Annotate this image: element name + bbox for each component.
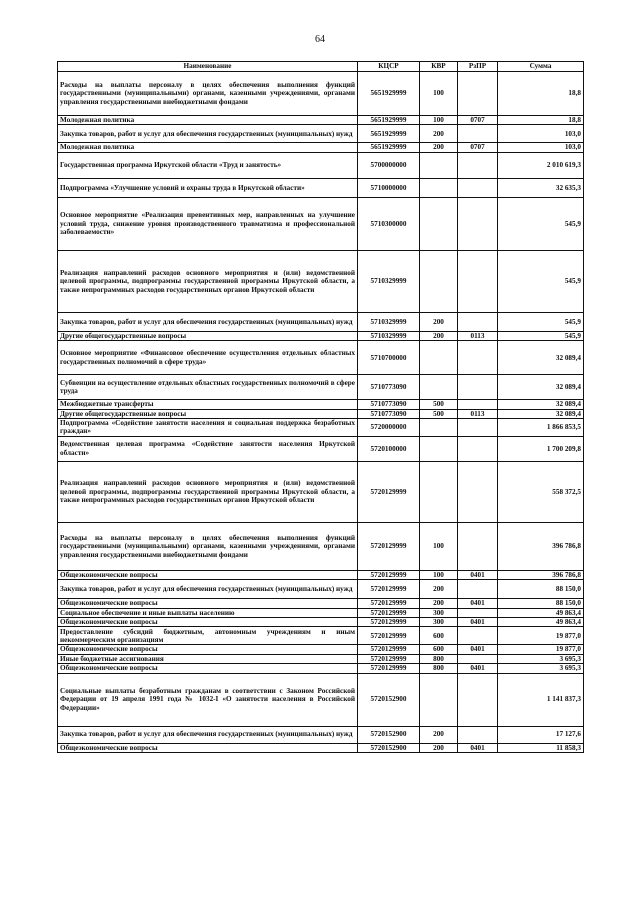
cell-kvr: 600 [420, 645, 458, 654]
cell-kvr [420, 197, 458, 250]
cell-kcsr: 5710700000 [358, 341, 420, 375]
cell-name: Общеэкономические вопросы [58, 599, 358, 608]
cell-sum: 18,8 [498, 72, 584, 116]
cell-rzpr [458, 522, 498, 570]
cell-kcsr: 5720129999 [358, 664, 420, 673]
cell-sum: 1 141 837,3 [498, 673, 584, 726]
cell-kvr: 600 [420, 627, 458, 645]
cell-name: Закупка товаров, работ и услуг для обеспечения государственных (муниципальных) нужд [58, 125, 358, 143]
cell-name: Иные бюджетные ассигнования [58, 654, 358, 663]
cell-kvr: 100 [420, 72, 458, 116]
cell-sum: 18,8 [498, 116, 584, 125]
cell-sum: 545,9 [498, 250, 584, 312]
cell-rzpr: 0707 [458, 116, 498, 125]
cell-kcsr: 5710000000 [358, 178, 420, 197]
cell-name: Государственная программа Иркутской области «Труд и занятость» [58, 152, 358, 178]
cell-kvr [420, 673, 458, 726]
cell-sum: 396 786,8 [498, 522, 584, 570]
table-row [58, 608, 584, 617]
table-row [58, 743, 584, 752]
cell-kvr [420, 250, 458, 312]
cell-kcsr: 5720129999 [358, 654, 420, 663]
cell-kcsr: 5710773090 [358, 409, 420, 418]
cell-name: Закупка товаров, работ и услуг для обеспечения государственных (муниципальных) нужд [58, 580, 358, 599]
cell-rzpr: 0401 [458, 743, 498, 752]
cell-rzpr [458, 726, 498, 743]
cell-name: Основное мероприятие «Реализация превентивных мер, направленных на улучшение условий труда, снижение уровня производственного травматизма и профессиональной заболеваемости» [58, 197, 358, 250]
cell-name: Ведомственная целевая программа «Содействие занятости населения Иркутской области» [58, 436, 358, 461]
table-row [58, 143, 584, 152]
cell-rzpr [458, 673, 498, 726]
cell-name: Социальное обеспечение и иные выплаты населению [58, 608, 358, 617]
cell-name: Общеэкономические вопросы [58, 570, 358, 579]
header-name: Наименование [58, 62, 358, 72]
cell-sum: 32 089,4 [498, 400, 584, 409]
page-number: 64 [315, 34, 325, 45]
cell-kcsr: 5651929999 [358, 125, 420, 143]
table-row [58, 627, 584, 645]
table-row [58, 461, 584, 522]
table-row [58, 409, 584, 418]
table-row [58, 599, 584, 608]
cell-sum: 88 150,0 [498, 599, 584, 608]
cell-kcsr: 5720152900 [358, 673, 420, 726]
cell-name: Основное мероприятие «Финансовое обеспечение осуществления отдельных областных государственных полномочий в сфере труда» [58, 341, 358, 375]
cell-sum: 49 863,4 [498, 618, 584, 627]
cell-sum: 17 127,6 [498, 726, 584, 743]
table-body [58, 72, 584, 753]
cell-kvr: 200 [420, 312, 458, 331]
table-row [58, 72, 584, 116]
cell-name: Молодежная политика [58, 116, 358, 125]
cell-sum: 558 372,5 [498, 461, 584, 522]
cell-kvr: 200 [420, 726, 458, 743]
table-row [58, 522, 584, 570]
table-row [58, 341, 584, 375]
cell-rzpr [458, 580, 498, 599]
cell-sum: 32 089,4 [498, 375, 584, 400]
cell-kcsr: 5720129999 [358, 599, 420, 608]
table-row [58, 400, 584, 409]
cell-rzpr [458, 341, 498, 375]
cell-kcsr: 5720152900 [358, 726, 420, 743]
table-row [58, 116, 584, 125]
cell-kvr [420, 375, 458, 400]
cell-kvr: 300 [420, 618, 458, 627]
cell-rzpr: 0707 [458, 143, 498, 152]
table-row [58, 673, 584, 726]
cell-rzpr [458, 178, 498, 197]
cell-rzpr [458, 654, 498, 663]
cell-kcsr: 5710329999 [358, 312, 420, 331]
cell-sum: 103,0 [498, 143, 584, 152]
cell-kvr: 100 [420, 570, 458, 579]
table-row [58, 654, 584, 663]
cell-kvr [420, 419, 458, 437]
cell-kcsr: 5720129999 [358, 608, 420, 617]
cell-rzpr [458, 400, 498, 409]
table-row [58, 178, 584, 197]
table-row [58, 664, 584, 673]
cell-rzpr [458, 419, 498, 437]
table-row [58, 375, 584, 400]
cell-sum: 32 635,3 [498, 178, 584, 197]
cell-sum: 396 786,8 [498, 570, 584, 579]
table-header-row [58, 62, 584, 72]
budget-table [57, 61, 584, 753]
cell-rzpr: 0401 [458, 645, 498, 654]
cell-kvr: 800 [420, 664, 458, 673]
cell-kcsr: 5651929999 [358, 72, 420, 116]
cell-name: Общеэкономические вопросы [58, 645, 358, 654]
cell-kvr: 200 [420, 125, 458, 143]
cell-name: Молодежная политика [58, 143, 358, 152]
cell-name: Подпрограмма «Улучшение условий и охраны труда в Иркутской области» [58, 178, 358, 197]
cell-name: Общеэкономические вопросы [58, 743, 358, 752]
cell-name: Субвенции на осуществление отдельных областных государственных полномочий в сфере труда [58, 375, 358, 400]
table-row [58, 436, 584, 461]
cell-kvr [420, 152, 458, 178]
cell-kcsr: 5720129999 [358, 522, 420, 570]
cell-kcsr: 5710773090 [358, 375, 420, 400]
cell-rzpr: 0113 [458, 409, 498, 418]
header-kcsr: КЦСР [358, 62, 420, 72]
cell-kcsr: 5720129999 [358, 618, 420, 627]
cell-kcsr: 5720000000 [358, 419, 420, 437]
cell-name: Реализация направлений расходов основного мероприятия и (или) ведомственной целевой программы, подпрограммы государственной программы Иркутской области, а также непрограммных расходов государственных органов Иркутской области [58, 250, 358, 312]
cell-rzpr [458, 608, 498, 617]
cell-kcsr: 5720129999 [358, 645, 420, 654]
table-row [58, 618, 584, 627]
cell-name: Межбюджетные трансферты [58, 400, 358, 409]
cell-sum: 32 089,4 [498, 341, 584, 375]
cell-kvr: 100 [420, 116, 458, 125]
cell-rzpr [458, 312, 498, 331]
cell-rzpr [458, 125, 498, 143]
table-row [58, 419, 584, 437]
header-rzpr: РзПР [458, 62, 498, 72]
header-kvr: КВР [420, 62, 458, 72]
cell-kcsr: 5651929999 [358, 143, 420, 152]
cell-rzpr: 0401 [458, 664, 498, 673]
table-row [58, 331, 584, 340]
cell-kcsr: 5700000000 [358, 152, 420, 178]
table-row [58, 570, 584, 579]
table-row [58, 250, 584, 312]
cell-sum: 103,0 [498, 125, 584, 143]
cell-name: Закупка товаров, работ и услуг для обеспечения государственных (муниципальных) нужд [58, 726, 358, 743]
cell-name: Расходы на выплаты персоналу в целях обеспечения выполнения функций государственными (муниципальными) органами, казенными учреждениями, органами управления государственными внебюджетными фондами [58, 72, 358, 116]
cell-rzpr: 0401 [458, 618, 498, 627]
cell-sum: 545,9 [498, 312, 584, 331]
cell-kcsr: 5710329999 [358, 250, 420, 312]
header-sum: Сумма [498, 62, 584, 72]
cell-name: Другие общегосударственные вопросы [58, 409, 358, 418]
cell-sum: 11 858,3 [498, 743, 584, 752]
cell-kvr [420, 436, 458, 461]
cell-kvr: 500 [420, 409, 458, 418]
cell-rzpr [458, 152, 498, 178]
cell-kcsr: 5720129999 [358, 580, 420, 599]
cell-kcsr: 5651929999 [358, 116, 420, 125]
cell-sum: 32 089,4 [498, 409, 584, 418]
cell-kvr: 200 [420, 599, 458, 608]
cell-sum: 19 877,0 [498, 645, 584, 654]
cell-kvr: 300 [420, 608, 458, 617]
cell-sum: 3 695,3 [498, 654, 584, 663]
cell-kvr [420, 341, 458, 375]
cell-name: Закупка товаров, работ и услуг для обеспечения государственных (муниципальных) нужд [58, 312, 358, 331]
cell-kcsr: 5720129999 [358, 627, 420, 645]
cell-rzpr [458, 250, 498, 312]
cell-kcsr: 5710329999 [358, 331, 420, 340]
cell-kcsr: 5710773090 [358, 400, 420, 409]
table-row [58, 152, 584, 178]
cell-name: Общеэкономические вопросы [58, 664, 358, 673]
cell-sum: 545,9 [498, 331, 584, 340]
table-row [58, 125, 584, 143]
cell-kvr: 100 [420, 522, 458, 570]
cell-sum: 49 863,4 [498, 608, 584, 617]
cell-sum: 1 700 209,8 [498, 436, 584, 461]
cell-kvr: 200 [420, 580, 458, 599]
cell-kvr [420, 178, 458, 197]
cell-rzpr [458, 627, 498, 645]
table-row [58, 580, 584, 599]
cell-kcsr: 5720152900 [358, 743, 420, 752]
cell-kvr: 200 [420, 743, 458, 752]
cell-rzpr [458, 72, 498, 116]
cell-name: Социальные выплаты безработным гражданам в соответствии с Законом Российской Федерации от 19 апреля 1991 года № 1032-I «О занятости населения в Российской Федерации» [58, 673, 358, 726]
cell-name: Другие общегосударственные вопросы [58, 331, 358, 340]
cell-kvr: 800 [420, 654, 458, 663]
cell-rzpr: 0113 [458, 331, 498, 340]
cell-kvr: 500 [420, 400, 458, 409]
cell-kcsr: 5720129999 [358, 461, 420, 522]
cell-sum: 88 150,0 [498, 580, 584, 599]
cell-rzpr [458, 436, 498, 461]
cell-rzpr: 0401 [458, 570, 498, 579]
cell-sum: 19 877,0 [498, 627, 584, 645]
cell-sum: 2 010 619,3 [498, 152, 584, 178]
cell-name: Реализация направлений расходов основного мероприятия и (или) ведомственной целевой программы, подпрограммы государственной программы Иркутской области, а также непрограммных расходов государственных органов Иркутской области [58, 461, 358, 522]
cell-name: Предоставление субсидий бюджетным, автономным учреждениям и иным некоммерческим организациям [58, 627, 358, 645]
cell-kvr: 200 [420, 143, 458, 152]
cell-kvr [420, 461, 458, 522]
cell-name: Подпрограмма «Содействие занятости населения и социальная поддержка безработных граждан» [58, 419, 358, 437]
cell-name: Общеэкономические вопросы [58, 618, 358, 627]
table-row [58, 312, 584, 331]
cell-kcsr: 5720129999 [358, 570, 420, 579]
cell-sum: 545,9 [498, 197, 584, 250]
cell-name: Расходы на выплаты персоналу в целях обеспечения выполнения функций государственными (муниципальными) органами, казенными учреждениями, органами управления государственными внебюджетными фондами [58, 522, 358, 570]
cell-rzpr [458, 375, 498, 400]
cell-sum: 3 695,3 [498, 664, 584, 673]
cell-kcsr: 5710300000 [358, 197, 420, 250]
cell-sum: 1 866 853,5 [498, 419, 584, 437]
table-row [58, 726, 584, 743]
cell-rzpr: 0401 [458, 599, 498, 608]
cell-rzpr [458, 461, 498, 522]
table-row [58, 197, 584, 250]
cell-kcsr: 5720100000 [358, 436, 420, 461]
cell-rzpr [458, 197, 498, 250]
table-row [58, 645, 584, 654]
cell-kvr: 200 [420, 331, 458, 340]
